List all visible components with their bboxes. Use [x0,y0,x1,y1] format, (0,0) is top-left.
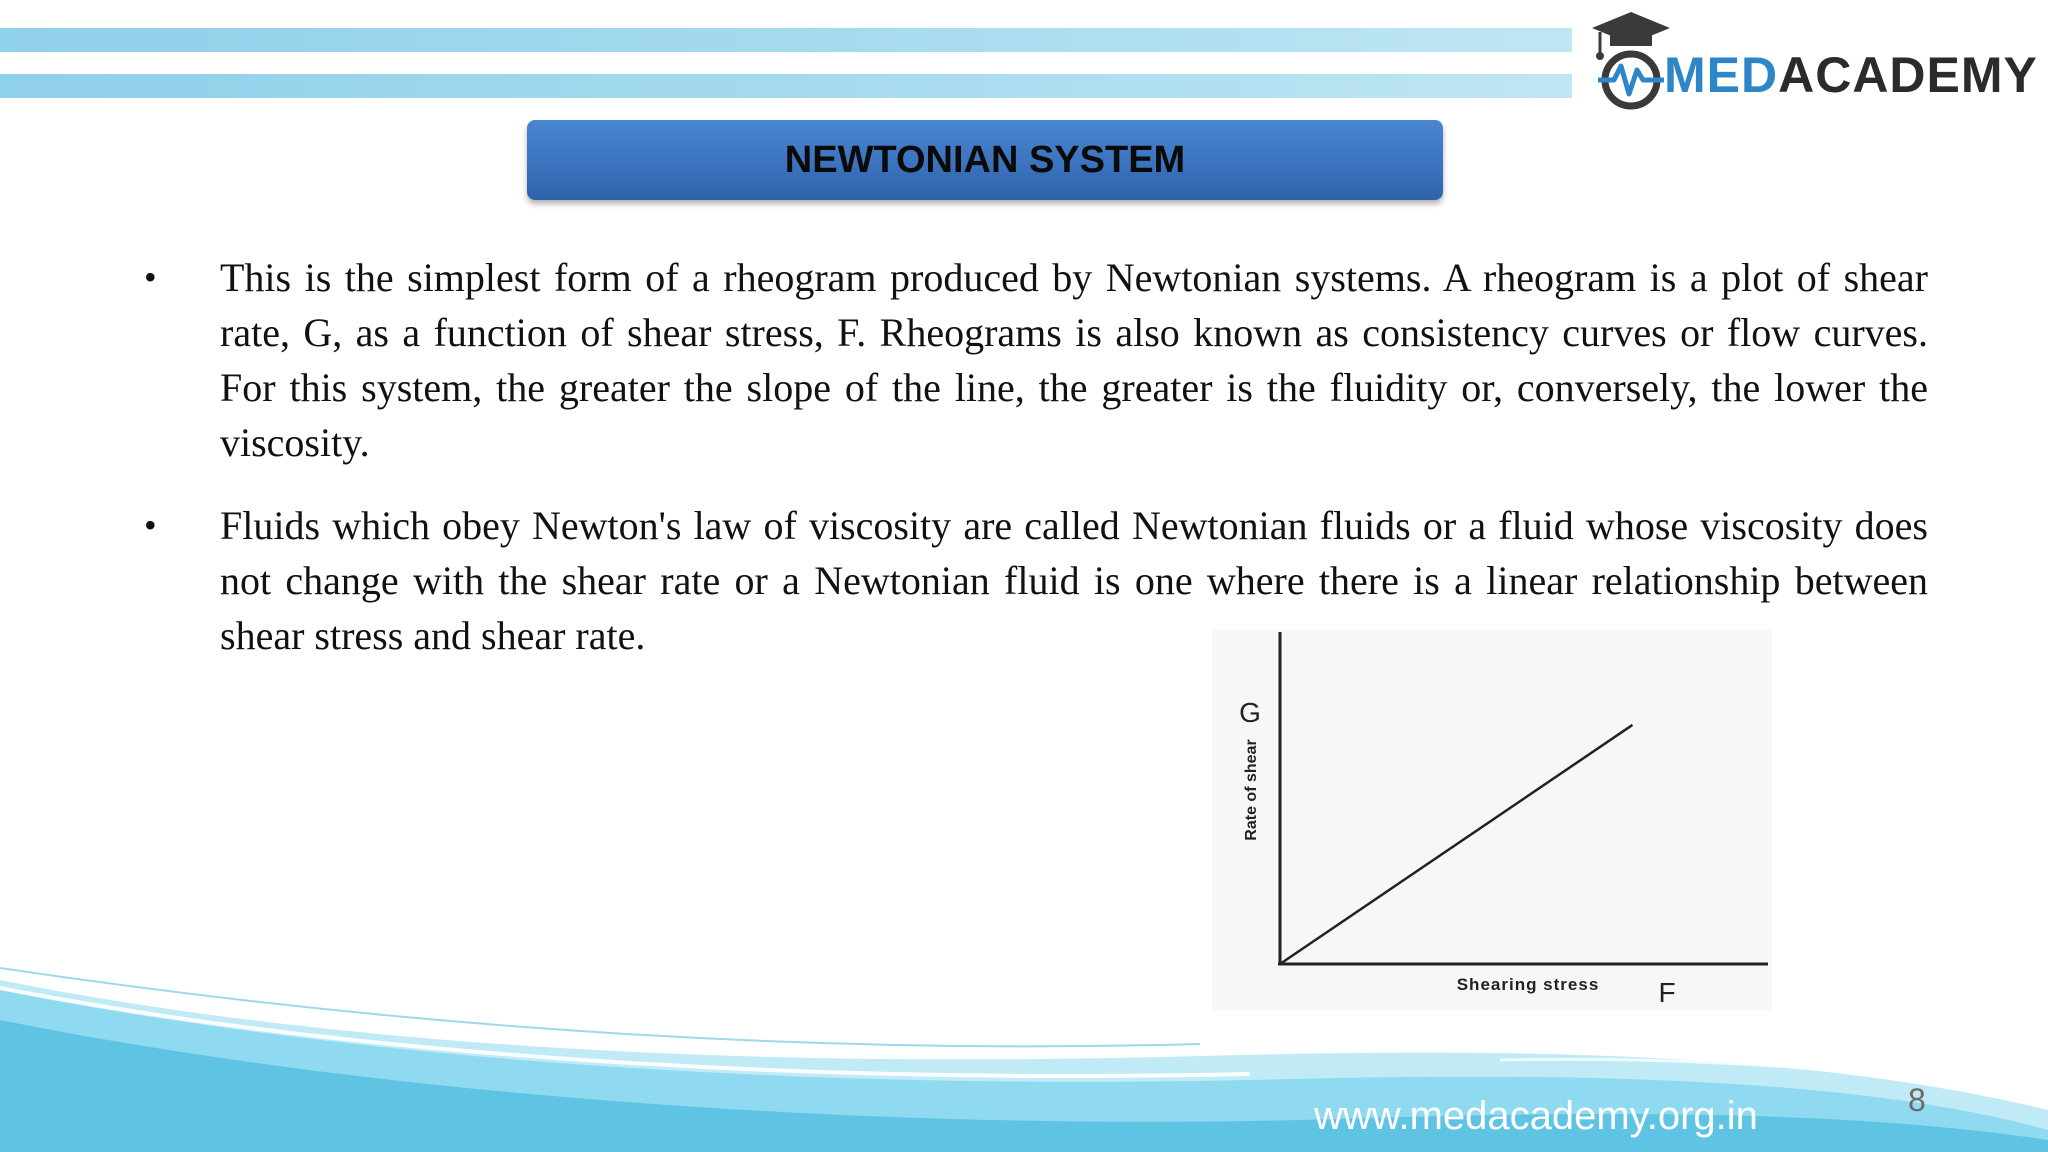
bullet-dot-icon: • [144,257,157,297]
medacademy-logo [1586,10,2038,110]
header-stripe-bottom [0,74,1572,98]
page-number: 8 [1908,1082,1926,1118]
y-axis-label: Rate of shear [1243,739,1260,841]
y-axis-symbol: G [1239,697,1261,728]
logo-text-academy: ACADEMY [1778,47,2038,103]
bullet-item [140,250,1928,470]
slide-title: NEWTONIAN SYSTEM [784,138,1186,181]
footer-url: www.medacademy.org.in [1314,1094,1758,1138]
series-line [1280,725,1632,964]
x-axis-label: Shearing stress [1456,975,1600,994]
logo-wordmark [1664,47,2038,103]
header-stripe-top [0,28,1572,52]
bullet-text: This is the simplest form of a rheogram produced by Newtonian systems. A rheogram is a plot of shear rate, G, as a function of shear stress, F. Rheograms is also known as consistency curves or flow curves. For this system, the greater the slope of the line, the greater is the fluidity or, conversely, the lower the viscosity. [220,255,1928,465]
logo-text-med: MED [1664,47,1779,103]
bullet-text: Fluids which obey Newton's law of viscosity are called Newtonian fluids or a fluid whose viscosity does not change with the shear rate or a Newtonian fluid is one where there is a linear relationship between shear stress and shear rate. [220,503,1928,658]
graduation-cap-heartbeat-icon [1586,10,1676,110]
rheogram-chart [1212,630,1772,1010]
bullet-list [140,250,1928,691]
title-bar [527,120,1443,200]
bullet-dot-icon: • [144,505,157,545]
x-axis-symbol: F [1658,977,1676,1008]
rheogram-svg [1212,630,1772,1010]
